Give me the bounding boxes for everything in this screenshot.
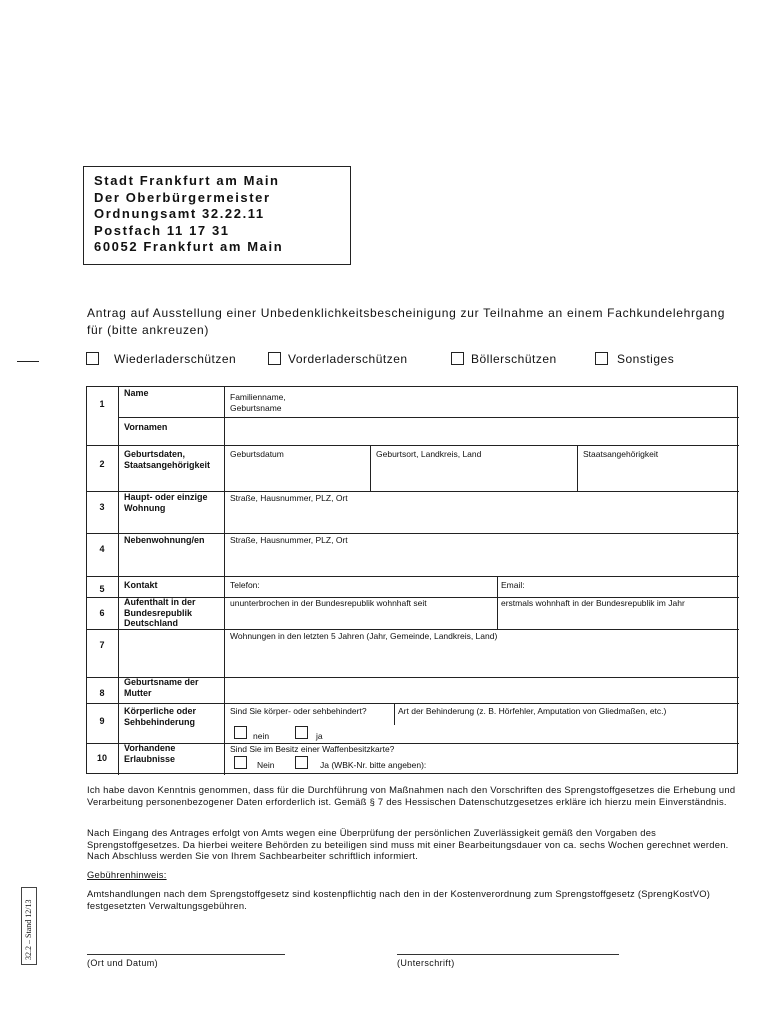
form-version-stamp: 32.2 – Stand 12/13	[24, 899, 33, 960]
input-geburtsname-mutter[interactable]	[227, 679, 737, 701]
option-label: Wiederladerschützen	[114, 352, 237, 366]
field-hint-erstmals-wohnhaft: erstmals wohnhaft in der Bundesrepublik im Jahr	[501, 598, 685, 608]
processing-notice-text: Nach Eingang des Antrages erfolgt von Amts wegen eine Überprüfung der persönlichen Zuverlässigkeit gemäß den Vorgaben des Sprengstoffgesetzes. Da hierbei weitere Behörden zu beteiligen sind muss mit einer Bearbeitungsdauer von ca. sechs Wochen gerechnet werden. Nach Abschluss werden Sie von Ihrem Sachbearbeiter schriftlich informiert.	[87, 827, 729, 861]
checkbox-wiederladerschuetzen[interactable]	[86, 352, 99, 365]
field-hint-wohnungen: Wohnungen in den letzten 5 Jahren (Jahr, Gemeinde, Landkreis, Land)	[230, 631, 498, 641]
input-wohnungen[interactable]	[227, 643, 737, 675]
row-number: 4	[99, 544, 105, 554]
option-nein: Nein	[257, 760, 275, 770]
field-hint-wohnhaft-seit: ununterbrochen in der Bundesrepublik wohnhaft seit	[230, 598, 427, 608]
fold-mark	[17, 361, 39, 362]
option-label: Sonstiges	[617, 352, 675, 366]
form-title: Antrag auf Ausstellung einer Unbedenklichkeitsbescheinigung zur Teilnahme an einem Fachkundelehrgang für (bitte ankreuzen)	[87, 306, 726, 337]
place-date-label: (Ort und Datum)	[87, 958, 159, 968]
row-number: 8	[99, 688, 105, 698]
option-ja: ja	[316, 731, 323, 741]
input-hauptwohnung[interactable]	[227, 504, 737, 531]
checkbox-vorderladerschuetzen[interactable]	[268, 352, 281, 365]
address-line-5: 60052 Frankfurt am Main	[94, 239, 284, 254]
checkbox-sonstiges[interactable]	[595, 352, 608, 365]
fee-heading: Gebührenhinweis:	[87, 869, 167, 880]
question-behinderung: Sind Sie körper- oder sehbehindert?	[230, 706, 367, 716]
checkbox-behinderung-nein[interactable]	[234, 726, 247, 739]
row-number: 2	[99, 459, 105, 469]
recipient-address-block	[83, 166, 351, 265]
input-staatsangehoerigkeit[interactable]	[580, 459, 736, 489]
address-line-3: Ordnungsamt 32.22.11	[94, 206, 265, 221]
input-geburtsort[interactable]	[373, 459, 573, 489]
field-hint-geburtsdatum: Geburtsdatum	[230, 449, 284, 459]
label-name: Name	[124, 388, 149, 398]
input-vornamen[interactable]	[227, 419, 737, 444]
field-hint-geburtsname: Geburtsname	[230, 403, 282, 413]
input-familienname[interactable]	[227, 389, 737, 416]
address-line-4: Postfach 11 17 31	[94, 222, 230, 238]
field-hint-email: Email:	[501, 580, 525, 590]
row-number: 1	[99, 399, 105, 409]
input-geburtsdatum[interactable]	[227, 459, 367, 489]
privacy-consent-text: Ich habe davon Kenntnis genommen, dass für die Durchführung von Maßnahmen nach den Vorschriften des Sprengstoffgesetzes die Erhebung und Verarbeitung personenbezogener Daten erforderlich ist. Gemäß § 7 des Hessischen Datenschutzgesetzes erkläre ich hierzu mein Einverständnis.	[87, 784, 736, 807]
row-number: 3	[99, 502, 105, 512]
input-email[interactable]	[532, 578, 736, 596]
applicant-data-table	[86, 386, 738, 774]
label-nebenwohnung: Nebenwohnung/en	[124, 535, 205, 545]
row-number: 5	[99, 584, 105, 594]
input-wbk-nummer[interactable]	[449, 756, 737, 772]
option-label: Vorderladerschützen	[288, 352, 408, 366]
signature-line[interactable]	[397, 954, 619, 955]
address-line-2: Der Oberbürgermeister	[94, 189, 271, 205]
label-geburtsname-mutter: Geburtsname der Mutter	[124, 677, 199, 698]
checkbox-wbk-nein[interactable]	[234, 756, 247, 769]
label-vornamen: Vornamen	[124, 422, 168, 432]
option-ja-wbk: Ja (WBK-Nr. bitte angeben):	[320, 760, 427, 770]
field-hint-adresse: Straße, Hausnummer, PLZ, Ort	[230, 535, 348, 545]
checkbox-wbk-ja[interactable]	[295, 756, 308, 769]
label-behinderung: Körperliche oder Sehbehinderung	[124, 706, 197, 727]
field-hint-geburtsort: Geburtsort, Landkreis, Land	[376, 449, 482, 459]
label-geburtsdaten: Geburtsdaten, Staatsangehörigkeit	[124, 449, 211, 470]
fee-notice-text: Amtshandlungen nach dem Sprengstoffgesetz sind kostenpflichtig nach den in der Kostenverordnung zum Sprengstoffgesetz (SprengKostVO) festgesetzten Verwaltungsgebühren.	[87, 888, 711, 911]
row-number: 9	[99, 716, 105, 726]
address-line-1: Stadt Frankfurt am Main	[94, 173, 280, 188]
question-waffenbesitzkarte: Sind Sie im Besitz einer Waffenbesitzkarte?	[230, 744, 395, 754]
label-erlaubnisse: Vorhandene Erlaubnisse	[124, 743, 176, 764]
input-art-behinderung[interactable]	[397, 718, 737, 741]
row-number: 10	[96, 753, 107, 763]
row-number: 6	[99, 608, 105, 618]
checkbox-boellerschuetzen[interactable]	[451, 352, 464, 365]
row-number: 7	[99, 640, 105, 650]
checkbox-behinderung-ja[interactable]	[295, 726, 308, 739]
label-hauptwohnung: Haupt- oder einzige Wohnung	[124, 492, 208, 513]
field-hint-telefon: Telefon:	[230, 580, 260, 590]
input-erstmals-wohnhaft[interactable]	[500, 609, 736, 627]
place-date-line[interactable]	[87, 954, 285, 955]
option-nein: nein	[253, 731, 270, 741]
input-telefon[interactable]	[267, 578, 493, 596]
signature-label: (Unterschrift)	[397, 958, 455, 968]
option-label: Böllerschützen	[471, 352, 557, 366]
field-hint-art-behinderung: Art der Behinderung (z. B. Hörfehler, Amputation von Gliedmaßen, etc.)	[398, 706, 667, 716]
label-kontakt: Kontakt	[124, 580, 158, 590]
field-hint-staatsangehoerigkeit: Staatsangehörigkeit	[583, 449, 659, 459]
input-wohnhaft-seit[interactable]	[227, 609, 493, 627]
label-aufenthalt: Aufenthalt in der Bundesrepublik Deutschland	[124, 597, 196, 628]
input-nebenwohnung[interactable]	[227, 546, 737, 574]
field-hint-adresse: Straße, Hausnummer, PLZ, Ort	[230, 493, 348, 503]
field-hint-familienname: Familienname,	[230, 392, 286, 402]
